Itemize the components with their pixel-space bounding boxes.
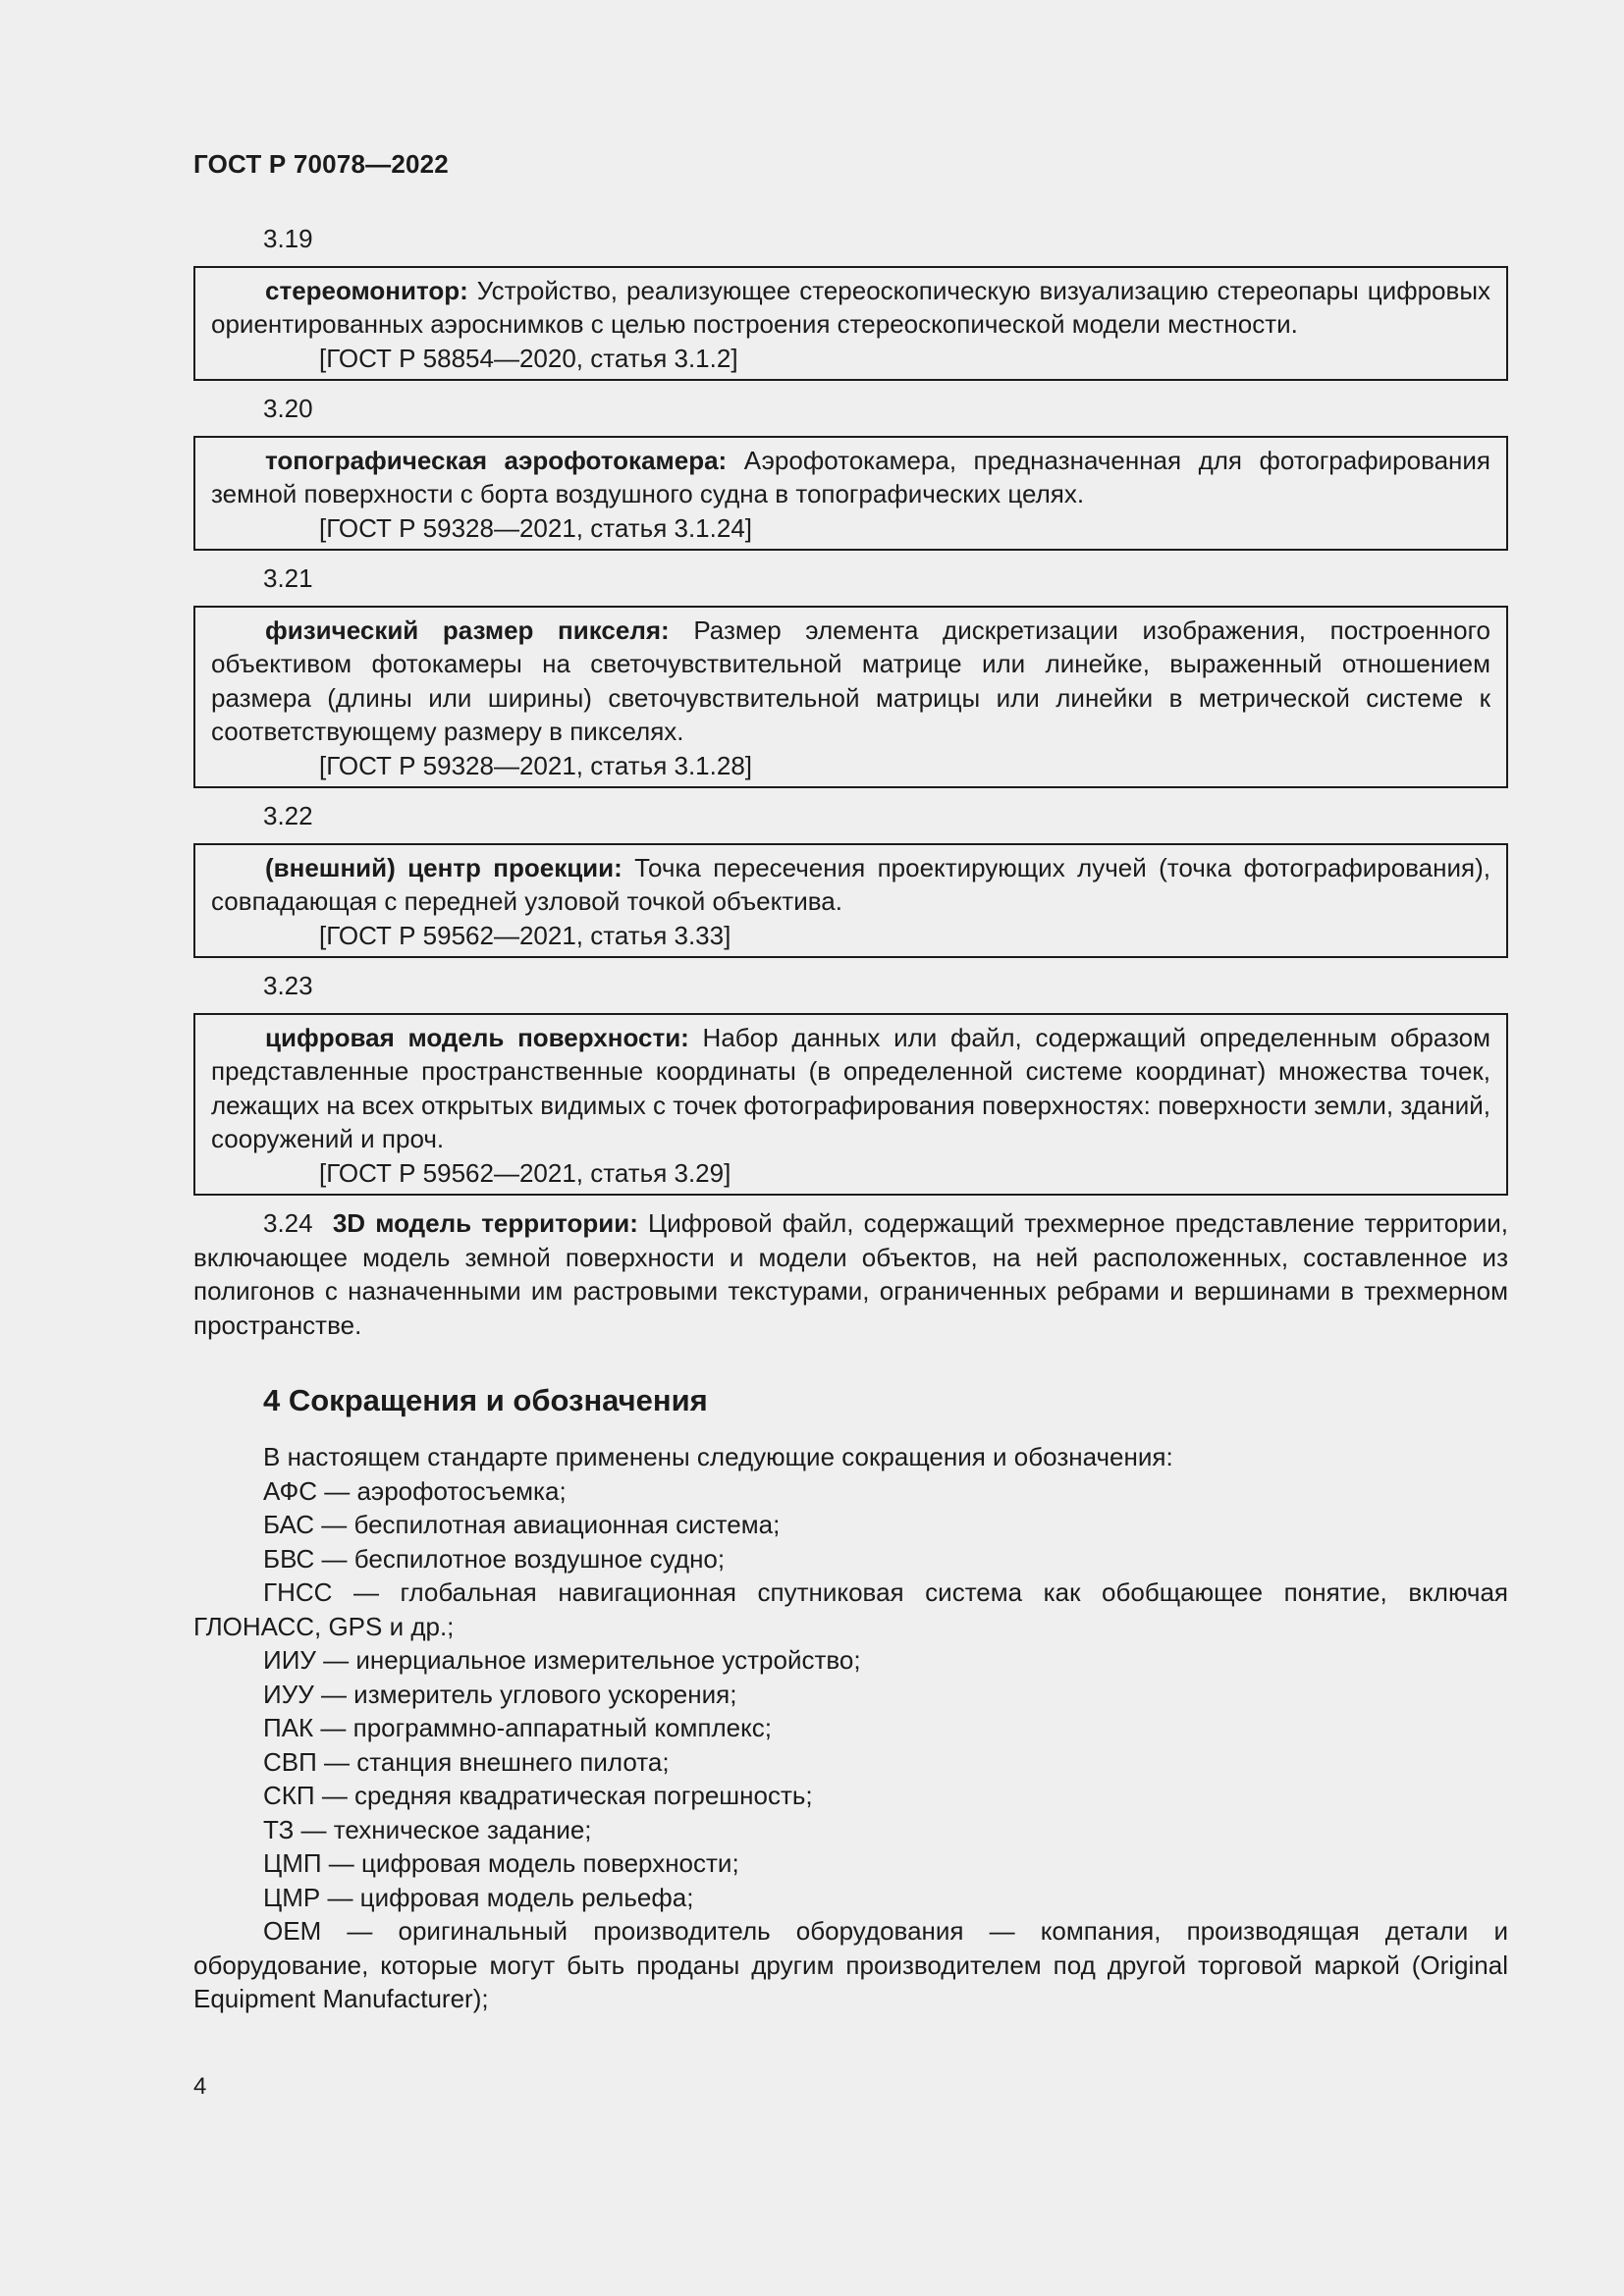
list-item: ЦМП — цифровая модель поверхности; [263, 1848, 739, 1878]
term-name: (внешний) центр проекции: [265, 852, 623, 882]
list-item: ПАК — программно-аппаратный комплекс; [263, 1713, 772, 1742]
term-number: 3.19 [263, 224, 313, 253]
term-definition [211, 614, 1490, 749]
list-item: СВП — станция внешнего пилота; [263, 1746, 670, 1777]
term-definition [211, 1021, 1490, 1156]
list-item: СКП — средняя квадратическая погрешность; [263, 1781, 813, 1810]
term-3d-model [193, 1206, 1508, 1342]
list-item: ИУУ — измеритель углового ускорения; [263, 1679, 737, 1709]
term-name: физический размер пикселя: [265, 614, 670, 645]
term-source: [ГОСТ Р 58854—2020, статья 3.1.2] [319, 343, 738, 373]
term-number: 3.21 [263, 563, 313, 593]
term-text: Размер элемента дискретизации изображения, построенного объективом фотокамеры на светочувствительной матрице или линейке, выраженный отношением размера (длины или ширины) светочувствительной матрицы или линейки в метрической системе к соответствующему размеру в пикселях. [211, 614, 1490, 746]
term-definition [211, 274, 1490, 342]
list-item: БАС — беспилотная авиационная система; [263, 1510, 781, 1539]
term-definition [211, 444, 1490, 511]
term-number: 3.20 [263, 394, 313, 423]
term-definition [211, 851, 1490, 919]
abbreviation-intro: В настоящем стандарте применены следующие сокращения и обозначения: [263, 1442, 1173, 1471]
page-number: 4 [193, 2073, 207, 2100]
term-box-topographic-camera [193, 436, 1508, 552]
term-text: Аэрофотокамера, предназначенная для фотографирования земной поверхности с борта воздушного судна в топографических целях. [211, 445, 1491, 508]
abbreviation-list [193, 1440, 1508, 2016]
term-text: Цифровой файл, содержащий трехмерное представление территории, включающее модель земной поверхности и модели объектов, на ней расположенных, составленное из полигонов с назначенными им растровыми текстурами, ограниченных ребрами и вершинами в трехмерном пространстве. [193, 1208, 1509, 1340]
list-item: АФС — аэрофотосъемка; [263, 1475, 567, 1506]
term-name: стереомонитор: [265, 275, 468, 305]
term-name: 3D модель территории: [332, 1208, 638, 1238]
term-number: 3.22 [263, 801, 313, 830]
term-text: Набор данных или файл, содержащий определенным образом представленные пространственные координаты (в определенной системе координат) множества точек, лежащих на всех открытых видимых с точек фотографирования поверхностях: поверхности земли, зданий, сооружений и проч. [211, 1022, 1490, 1153]
list-item: ЦМР — цифровая модель рельефа; [263, 1882, 694, 1912]
term-text: Устройство, реализующее стереоскопическую визуализацию стереопары цифровых ориентированных аэроснимков с целью построения стереоскопической модели местности. [211, 275, 1490, 339]
list-item: БВС — беспилотное воздушное судно; [263, 1543, 726, 1574]
term-box-projection-center [193, 843, 1508, 959]
list-item: ТЗ — техническое задание; [263, 1814, 592, 1844]
term-number: 3.23 [263, 971, 313, 1000]
term-number: 3.24 [263, 1208, 313, 1238]
document-body [193, 222, 1508, 2016]
term-text: Точка пересечения проектирующих лучей (точка фотографирования), совпадающая с передней узловой точкой объектива. [211, 852, 1490, 916]
term-source: [ГОСТ Р 59328—2021, статья 3.1.24] [319, 512, 753, 543]
document-header: ГОСТ Р 70078—2022 [193, 149, 449, 179]
term-source: [ГОСТ Р 59328—2021, статья 3.1.28] [319, 750, 753, 780]
list-item: OEM — оригинальный производитель оборудования — компания, производящая детали и оборудование, которые могут быть проданы другим производителем под другой торговой маркой (Original Equipment Manufacturer); [193, 1916, 1508, 2013]
list-item: ИИУ — инерциальное измерительное устройство; [263, 1645, 861, 1675]
term-name: цифровая модель поверхности: [265, 1022, 689, 1052]
section-heading: 4 Сокращения и обозначения [263, 1383, 708, 1417]
term-name: топографическая аэрофотокамера: [265, 445, 728, 475]
term-source: [ГОСТ Р 59562—2021, статья 3.33] [319, 920, 731, 950]
term-box-pixel-size [193, 606, 1508, 789]
list-item: ГНСС — глобальная навигационная спутниковая система как обобщающее понятие, включая ГЛОНАСС, GPS и др.; [193, 1577, 1508, 1641]
term-box-surface-model [193, 1013, 1508, 1197]
term-source: [ГОСТ Р 59562—2021, статья 3.29] [319, 1157, 731, 1188]
term-box-stereomonitor [193, 266, 1508, 382]
